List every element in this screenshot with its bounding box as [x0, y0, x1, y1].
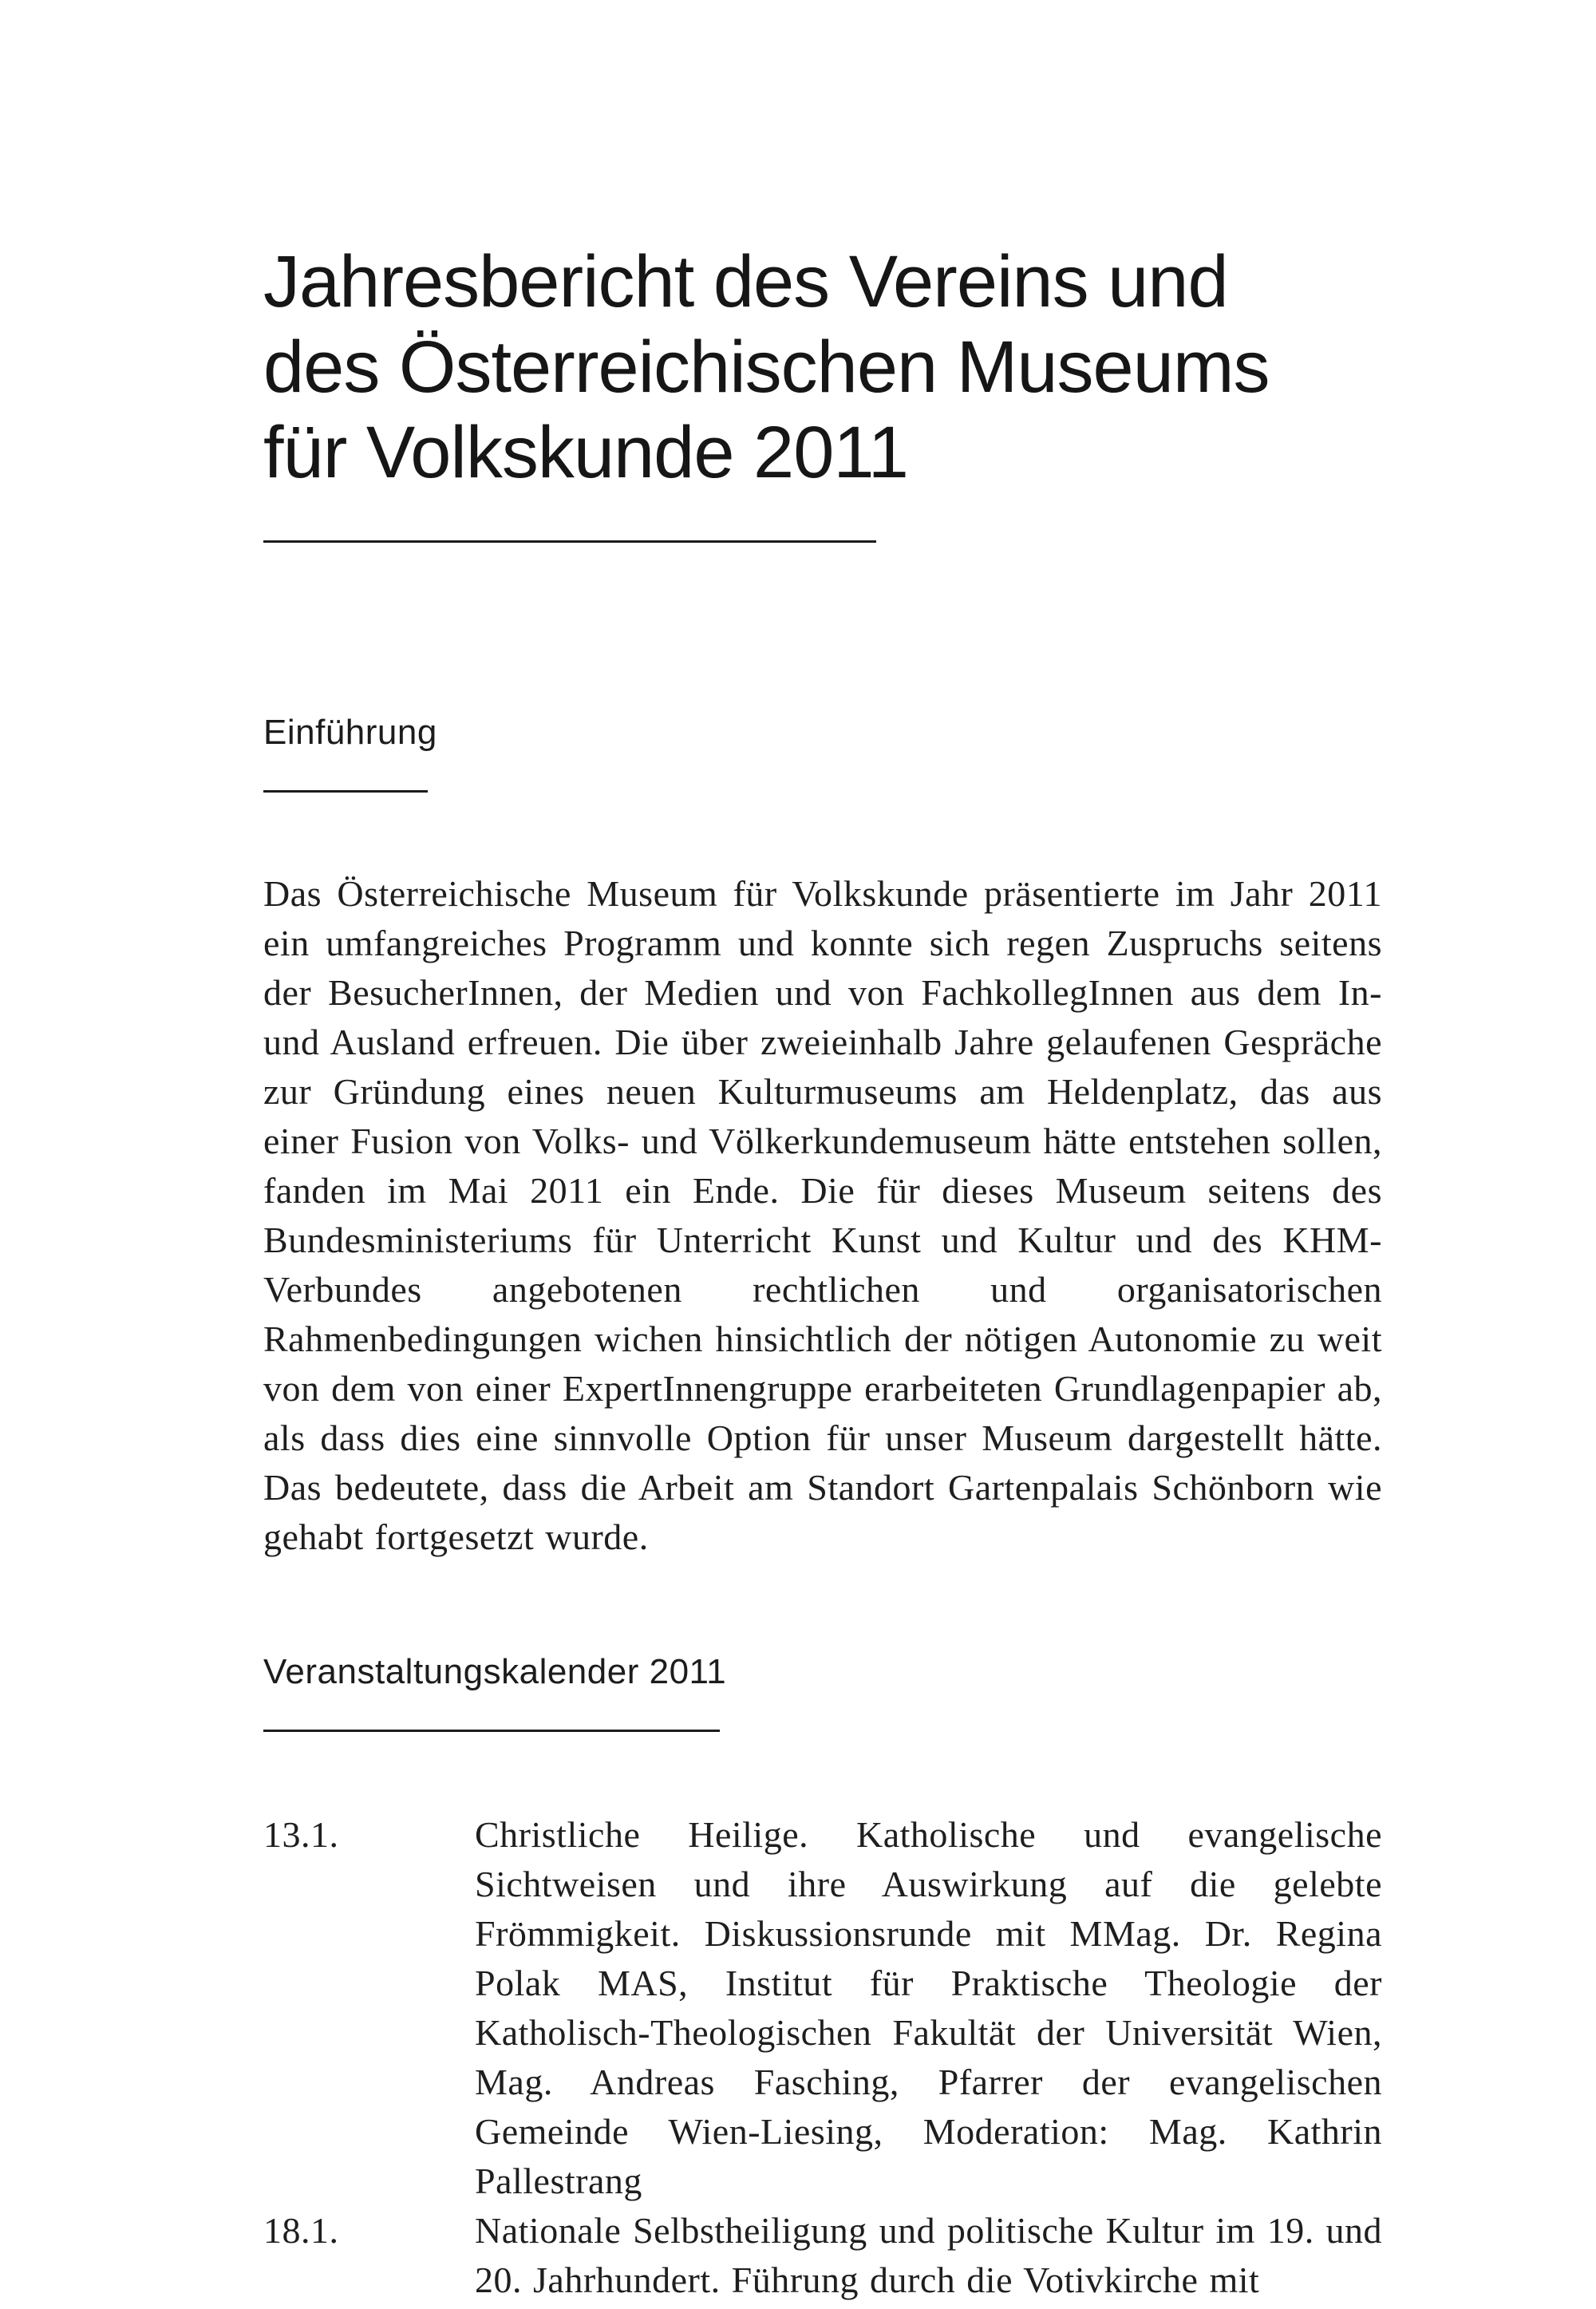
event-row-2 — [263, 2206, 1382, 2305]
section-heading-veranstaltungskalender: Veranstaltungskalender 2011 — [263, 1652, 727, 1691]
page-title-line-2: des Österreichischen Museums — [263, 326, 1270, 408]
event-list — [263, 1810, 1382, 2305]
page-content — [263, 0, 1382, 2305]
event-description: Nationale Selbstheiligung und politische Kultur im 19. und 20. Jahrhundert. Führung durch die Votivkirche mit — [475, 2210, 1382, 2300]
page-title-line-1: Jahresbericht des Vereins und — [263, 241, 1228, 322]
einfuehrung-paragraph: Das Österreichische Museum für Volkskunde präsentierte im Jahr 2011 ein umfangreiches Programm und konnte sich regen Zuspruchs seitens der BesucherInnen, der Medien und von FachkollegInnen aus dem In- und Ausland erfreuen. Die über zweieinhalb Jahre gelaufenen Gespräche zur Gründung eines neuen Kulturmuseums am Heldenplatz, das aus einer Fusion von Volks- und Völkerkundemuseum hätte entstehen sollen, fanden im Mai 2011 ein Ende. Die für dieses Museum seitens des Bundesministeriums für Unterricht Kunst und Kultur und des KHM-Verbundes angebotenen rechtlichen und organisatorischen Rahmenbedingungen wichen hinsichtlich der nötigen Autonomie zu weit von dem von einer ExpertInnengruppe erarbeiteten Grundlagenpapier ab, als dass dies eine sinnvolle Option für unser Museum dargestellt hätte. Das bedeutete, dass die Arbeit am Standort Gartenpalais Schönborn wie gehabt fortgesetzt wurde. — [263, 873, 1382, 1557]
event-row-1 — [263, 1810, 1382, 2206]
event-date: 18.1. — [263, 2210, 339, 2251]
page-title — [263, 239, 1382, 496]
page-title-line-3: für Volkskunde 2011 — [263, 412, 908, 493]
event-description: Christliche Heilige. Katholische und evangelische Sichtweisen und ihre Auswirkung auf die gelebte Frömmigkeit. Diskussionsrunde mit MMag. Dr. Regina Polak MAS, Institut für Praktische Theologie der Katholisch-Theologischen Fakultät der Universität Wien, Mag. Andreas Fasching, Pfarrer der evangelischen Gemeinde Wien-Liesing, Moderation: Mag. Kathrin Pallestrang — [475, 1814, 1382, 2201]
section-heading-einfuehrung: Einführung — [263, 713, 437, 752]
einfuehrung-divider — [263, 790, 428, 793]
event-date: 13.1. — [263, 1814, 339, 1855]
kalender-divider — [263, 1730, 720, 1732]
title-divider — [263, 540, 876, 543]
